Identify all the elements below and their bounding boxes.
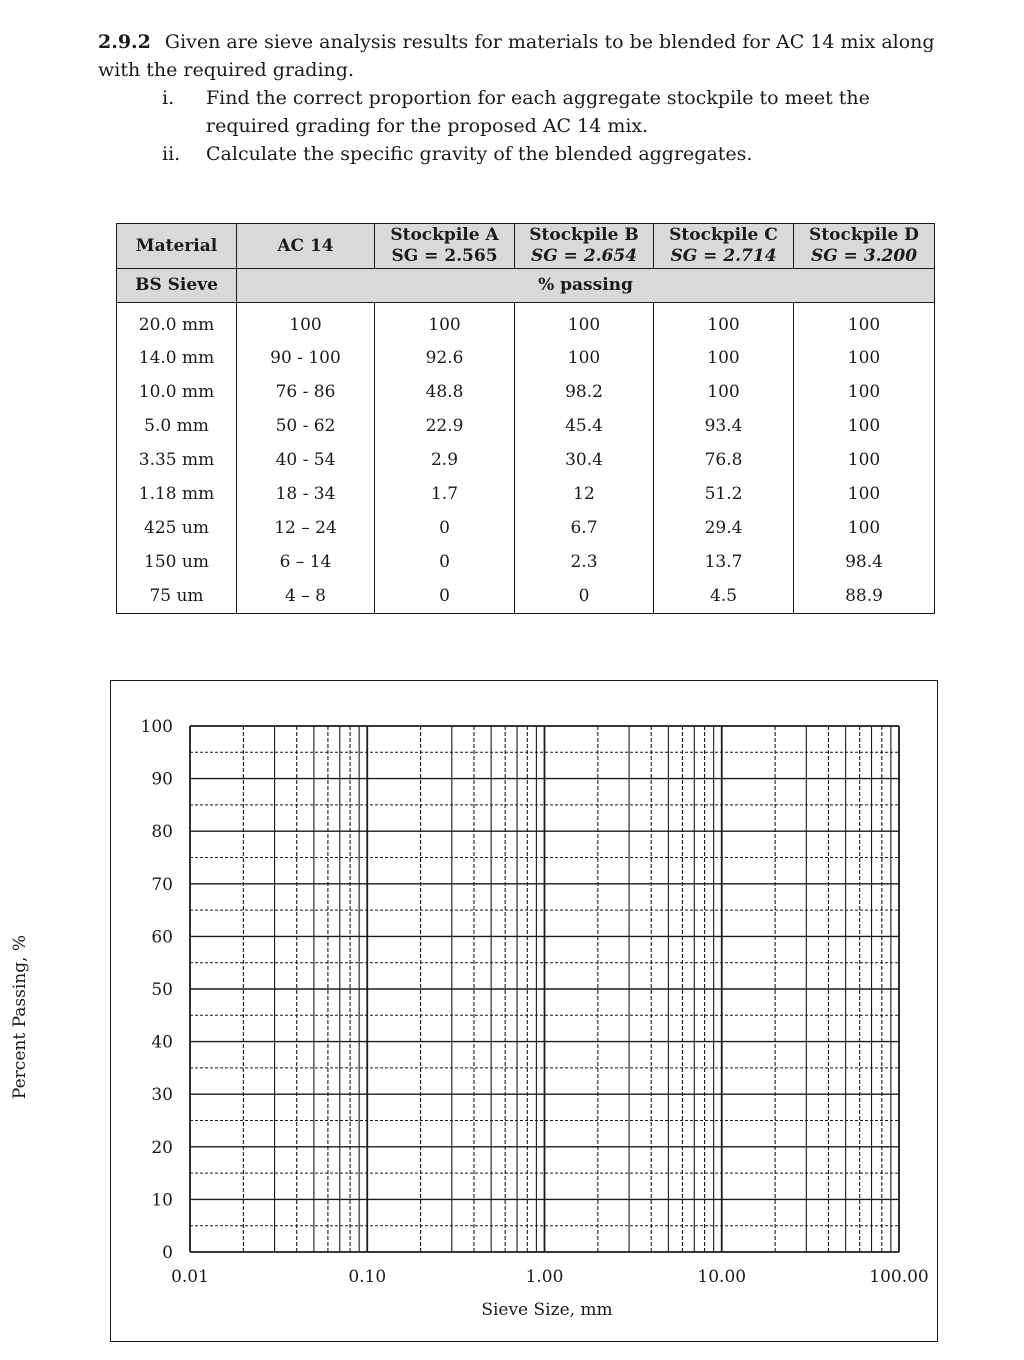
stockpile-sg: SG = 2.714 [670, 246, 777, 266]
x-tick-label: 0.10 [348, 1267, 387, 1287]
item-text: Find the correct proportion for each aggregate stockpile to meet the required grading for the proposed AC 14 mix. [206, 87, 870, 137]
stockpile-sg: SG = 3.200 [810, 246, 918, 266]
question-body: Given are sieve analysis results for materials to be blended for AC 14 mix along with the required grading. [98, 31, 935, 81]
cell-a: 0 [375, 545, 515, 579]
cell-c: 100 [654, 375, 794, 409]
cell-d: 100 [794, 303, 935, 342]
cell-sieve: 75 um [117, 579, 237, 614]
cell-sieve: 10.0 mm [117, 375, 237, 409]
cell-b: 98.2 [515, 375, 654, 409]
cell-sieve: 1.18 mm [117, 477, 237, 511]
item-numeral: ii. [162, 143, 181, 165]
cell-sieve: 20.0 mm [117, 303, 237, 342]
cell-a: 22.9 [375, 409, 515, 443]
y-tick-label: 70 [151, 874, 173, 895]
stockpile-sg: SG = 2.565 [391, 246, 498, 266]
cell-d: 100 [794, 511, 935, 545]
cell-a: 1.7 [375, 477, 515, 511]
cell-spec: 40 - 54 [237, 443, 375, 477]
cell-d: 100 [794, 375, 935, 409]
x-tick-label: 100.00 [869, 1267, 929, 1287]
cell-b: 100 [515, 303, 654, 342]
y-axis-label: Percent Passing, % [10, 934, 30, 1100]
cell-spec: 18 - 34 [237, 477, 375, 511]
cell-b: 45.4 [515, 409, 654, 443]
y-tick-label: 100 [140, 717, 173, 737]
x-tick-label: 10.00 [697, 1267, 747, 1287]
header-sieve: BS Sieve [117, 269, 237, 303]
cell-spec: 6 – 14 [237, 545, 375, 579]
cell-spec: 12 – 24 [237, 511, 375, 545]
cell-spec: 50 - 62 [237, 409, 375, 443]
y-tick-label: 50 [151, 980, 173, 1000]
cell-c: 93.4 [654, 409, 794, 443]
stockpile-name: Stockpile B [529, 225, 639, 245]
cell-sieve: 425 um [117, 511, 237, 545]
cell-sieve: 5.0 mm [117, 409, 237, 443]
y-tick-label: 60 [151, 927, 173, 948]
stockpile-name: Stockpile C [669, 225, 778, 245]
cell-a: 0 [375, 579, 515, 614]
cell-b: 0 [515, 579, 654, 614]
cell-c: 100 [654, 303, 794, 342]
cell-d: 88.9 [794, 579, 935, 614]
cell-sieve: 150 um [117, 545, 237, 579]
y-tick-label: 10 [151, 1190, 173, 1211]
cell-spec: 4 – 8 [237, 579, 375, 614]
cell-b: 12 [515, 477, 654, 511]
x-axis-label: Sieve Size, mm [481, 1300, 613, 1320]
item-text: Calculate the specific gravity of the blended aggregates. [206, 143, 753, 165]
cell-d: 100 [794, 341, 935, 375]
cell-c: 29.4 [654, 511, 794, 545]
cell-sieve: 3.35 mm [117, 443, 237, 477]
y-tick-label: 20 [151, 1137, 173, 1158]
cell-d: 100 [794, 409, 935, 443]
cell-c: 13.7 [654, 545, 794, 579]
cell-spec: 100 [237, 303, 375, 342]
stockpile-name: Stockpile D [809, 225, 919, 245]
cell-c: 100 [654, 341, 794, 375]
y-tick-label: 30 [151, 1085, 173, 1106]
cell-spec: 90 - 100 [237, 341, 375, 375]
cell-b: 30.4 [515, 443, 654, 477]
cell-d: 100 [794, 443, 935, 477]
x-tick-label: 0.01 [171, 1267, 209, 1287]
question-number: 2.9.2 [98, 31, 151, 53]
y-tick-label: 0 [162, 1243, 173, 1263]
cell-a: 100 [375, 303, 515, 342]
cell-d: 100 [794, 477, 935, 511]
stockpile-sg: SG = 2.654 [530, 246, 638, 266]
x-tick-label: 1.00 [525, 1267, 564, 1287]
y-tick-label: 80 [151, 822, 173, 843]
header-material: Material [117, 224, 237, 269]
cell-c: 4.5 [654, 579, 794, 614]
y-tick-label: 90 [151, 769, 173, 790]
item-numeral: i. [162, 87, 175, 109]
stockpile-name: Stockpile A [390, 225, 499, 245]
cell-c: 76.8 [654, 443, 794, 477]
cell-d: 98.4 [794, 545, 935, 579]
cell-b: 2.3 [515, 545, 654, 579]
cell-a: 48.8 [375, 375, 515, 409]
y-tick-label: 40 [151, 1032, 173, 1053]
cell-a: 92.6 [375, 341, 515, 375]
cell-b: 100 [515, 341, 654, 375]
cell-b: 6.7 [515, 511, 654, 545]
x-axis-label-wrap [0, 1300, 1024, 1320]
cell-sieve: 14.0 mm [117, 341, 237, 375]
cell-spec: 76 - 86 [237, 375, 375, 409]
cell-a: 0 [375, 511, 515, 545]
cell-c: 51.2 [654, 477, 794, 511]
header-spec: AC 14 [237, 224, 375, 269]
header-passing: % passing [237, 269, 935, 303]
cell-a: 2.9 [375, 443, 515, 477]
